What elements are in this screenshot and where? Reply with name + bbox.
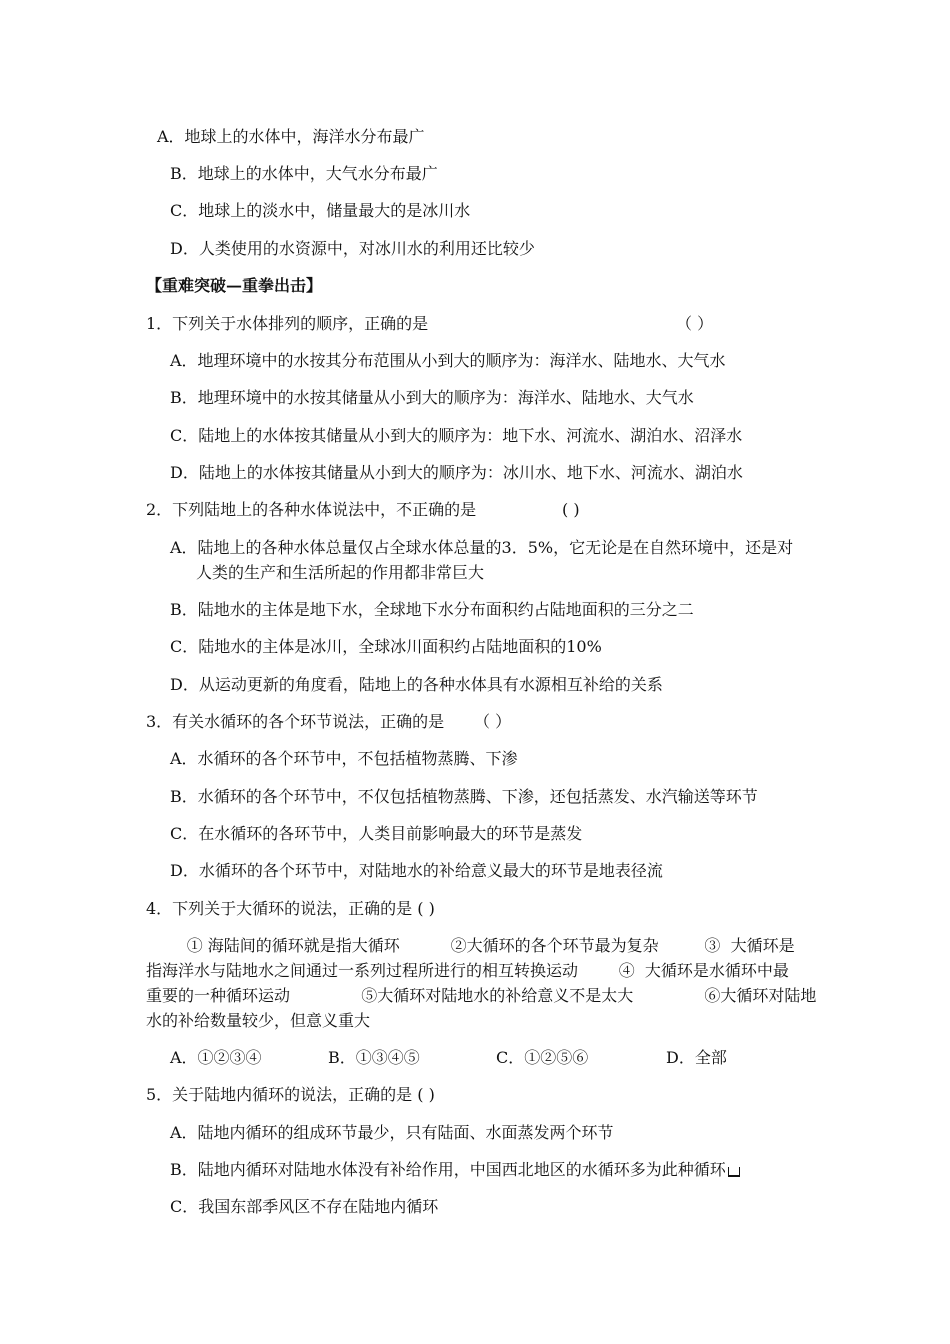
q2-stem: 2．下列陆地上的各种水体说法中，不正确的是	[146, 500, 477, 519]
q1-answer-bracket: （ ）	[676, 314, 714, 333]
q4-statements-line4: 水的补给数量较少，但意义重大	[146, 1011, 371, 1030]
q3-option-d: D．水循环的各个环节中，对陆地水的补给意义最大的环节是地表径流	[170, 861, 663, 880]
q4-choice-b: B．①③④⑤	[328, 1048, 420, 1067]
q2-option-d: D．从运动更新的角度看，陆地上的各种水体具有水源相互补给的关系	[170, 675, 663, 694]
q5-option-b: B．陆地内循环对陆地水体没有补给作用，中国西北地区的水循环多为此种循环	[170, 1160, 726, 1179]
q2-option-a-line1: A．陆地上的各种水体总量仅占全球水体总量的3．5%，它无论是在自然环境中，还是对	[170, 538, 794, 557]
q1-option-b: B．地理环境中的水按其储量从小到大的顺序为：海洋水、陆地水、大气水	[170, 388, 694, 407]
q5-option-a: A．陆地内循环的组成环节最少，只有陆面、水面蒸发两个环节	[170, 1123, 614, 1142]
q3-option-b: B．水循环的各个环节中，不仅包括植物蒸腾、下渗，还包括蒸发、水汽输送等环节	[170, 787, 758, 806]
q3-stem: 3．有关水循环的各个环节说法，正确的是	[146, 712, 445, 731]
q1-option-a: A．地理环境中的水按其分布范围从小到大的顺序为：海洋水、陆地水、大气水	[170, 351, 726, 370]
q3-option-a: A．水循环的各个环节中，不包括植物蒸腾、下渗	[170, 749, 518, 768]
q3-option-c: C．在水循环的各环节中，人类目前影响最大的环节是蒸发	[170, 824, 583, 843]
q4-choice-c: C．①②⑤⑥	[496, 1048, 589, 1067]
q1-option-c: C．陆地上的水体按其储量从小到大的顺序为：地下水、河流水、湖泊水、沼泽水	[170, 426, 743, 445]
option-c-top: C．地球上的淡水中，储量最大的是冰川水	[170, 201, 471, 220]
q4-choice-a: A．①②③④	[170, 1048, 262, 1067]
q4-choice-d: D．全部	[666, 1048, 727, 1067]
q5-option-b-row	[170, 1160, 740, 1180]
q2-option-a-line2: 人类的生产和生活所起的作用都非常巨大	[196, 563, 485, 582]
text-cursor-mark	[728, 1167, 740, 1177]
option-b-top: B．地球上的水体中，大气水分布最广	[170, 164, 438, 183]
option-a-top: A．地球上的水体中，海洋水分布最广	[157, 127, 425, 146]
q5-stem: 5．关于陆地内循环的说法，正确的是 ( )	[146, 1085, 435, 1104]
q4-statements-line2: 指海洋水与陆地水之间通过一系列过程所进行的相互转换运动 ④ 大循环是水循环中最	[146, 961, 789, 980]
q2-option-b: B．陆地水的主体是地下水，全球地下水分布面积约占陆地面积的三分之二	[170, 600, 694, 619]
q1-option-d: D．陆地上的水体按其储量从小到大的顺序为：冰川水、地下水、河流水、湖泊水	[170, 463, 743, 482]
section-title: 【重难突破—重拳出击】	[146, 276, 323, 295]
q1-stem: 1．下列关于水体排列的顺序，正确的是	[146, 314, 429, 333]
q3-answer-bracket: （ ）	[474, 712, 512, 731]
q2-answer-bracket: ( )	[562, 500, 580, 519]
q4-statements-line1: ① 海陆间的循环就是指大循环 ②大循环的各个环节最为复杂 ③ 大循环是	[146, 936, 795, 955]
q2-option-c: C．陆地水的主体是冰川，全球冰川面积约占陆地面积的10%	[170, 637, 602, 656]
q4-statements-line3: 重要的一种循环运动 ⑤大循环对陆地水的补给意义不是太大 ⑥大循环对陆地	[146, 986, 817, 1005]
q4-stem: 4．下列关于大循环的说法，正确的是 ( )	[146, 899, 435, 918]
option-d-top: D．人类使用的水资源中，对冰川水的利用还比较少	[170, 239, 535, 258]
q5-option-c: C．我国东部季风区不存在陆地内循环	[170, 1197, 439, 1216]
